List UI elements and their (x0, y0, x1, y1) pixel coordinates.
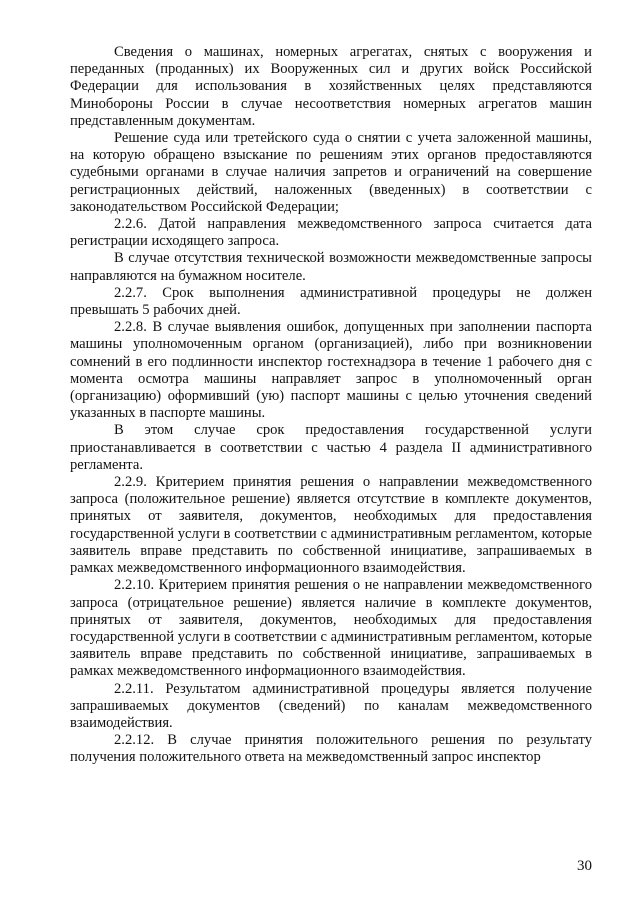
paragraph-2-2-8: 2.2.8. В случае выявления ошибок, допущенных при заполнении паспорта машины уполномоченным органом (организацией), либо при возникновении сомнений в его подлинности инспектор гостехнадзора в течение 1 рабочего дня с момента осмотра машины направляет запрос в уполномоченный орган (организацию) оформивший (ую) паспорт машины с целью уточнения сведений указанных в паспорте машины. (70, 319, 592, 422)
paragraph-2-2-6: 2.2.6. Датой направления межведомственного запроса считается дата регистрации исходящего запроса. (70, 216, 592, 250)
paragraph-suspension: В этом случае срок предоставления государственной услуги приостанавливается в соответствии с частью 4 раздела II административного регламента. (70, 422, 592, 473)
paragraph-paper-requests: В случае отсутствия технической возможности межведомственные запросы направляются на бумажном носителе. (70, 250, 592, 284)
document-body (70, 44, 592, 767)
paragraph-2-2-7: 2.2.7. Срок выполнения административной процедуры не должен превышать 5 рабочих дней. (70, 284, 592, 319)
paragraph-court-decision: Решение суда или третейского суда о снятии с учета заложенной машины, на которую обращено взыскание по решениям этих органов предоставляются судебными органами в случае наличия запретов и ограничений на совершение регистрационных действий, наложенных (введенных) в соответствии с законодательством Российской Федерации; (70, 130, 592, 215)
paragraph-2-2-11: 2.2.11. Результатом административной процедуры является получение запрашиваемых документов (сведений) по каналам межведомственного взаимодействия. (70, 680, 592, 731)
paragraph-machines-info: Сведения о машинах, номерных агрегатах, снятых с вооружения и переданных (проданных) их Вооруженных сил и других войск Российской Федерации для использования в хозяйственных целях представляются Минобороны России в случае несоответствия номерных агрегатов машин представленным документам. (70, 44, 592, 129)
paragraph-2-2-12: 2.2.12. В случае принятия положительного решения по результату получения положительного ответа на межведомственный запрос инспектор (70, 732, 592, 766)
page-number: 30 (577, 858, 592, 874)
paragraph-2-2-10: 2.2.10. Критерием принятия решения о не направлении межведомственного запроса (отрицательное решение) является наличие в комплекте документов, принятых от заявителя, документов, необходимых для предоставления государственной услуги в соответствии с административным регламентом, которые заявитель вправе представить по собственной инициативе, запрашиваемых в рамках межведомственного информационного взаимодействия. (70, 577, 592, 680)
paragraph-2-2-9: 2.2.9. Критерием принятия решения о направлении межведомственного запроса (положительное решение) является отсутствие в комплекте документов, принятых от заявителя, документов, необходимых для предоставления государственной услуги в соответствии с административным регламентом, которые заявитель вправе представить по собственной инициативе, запрашиваемых в рамках межведомственного информационного взаимодействия. (70, 474, 592, 577)
